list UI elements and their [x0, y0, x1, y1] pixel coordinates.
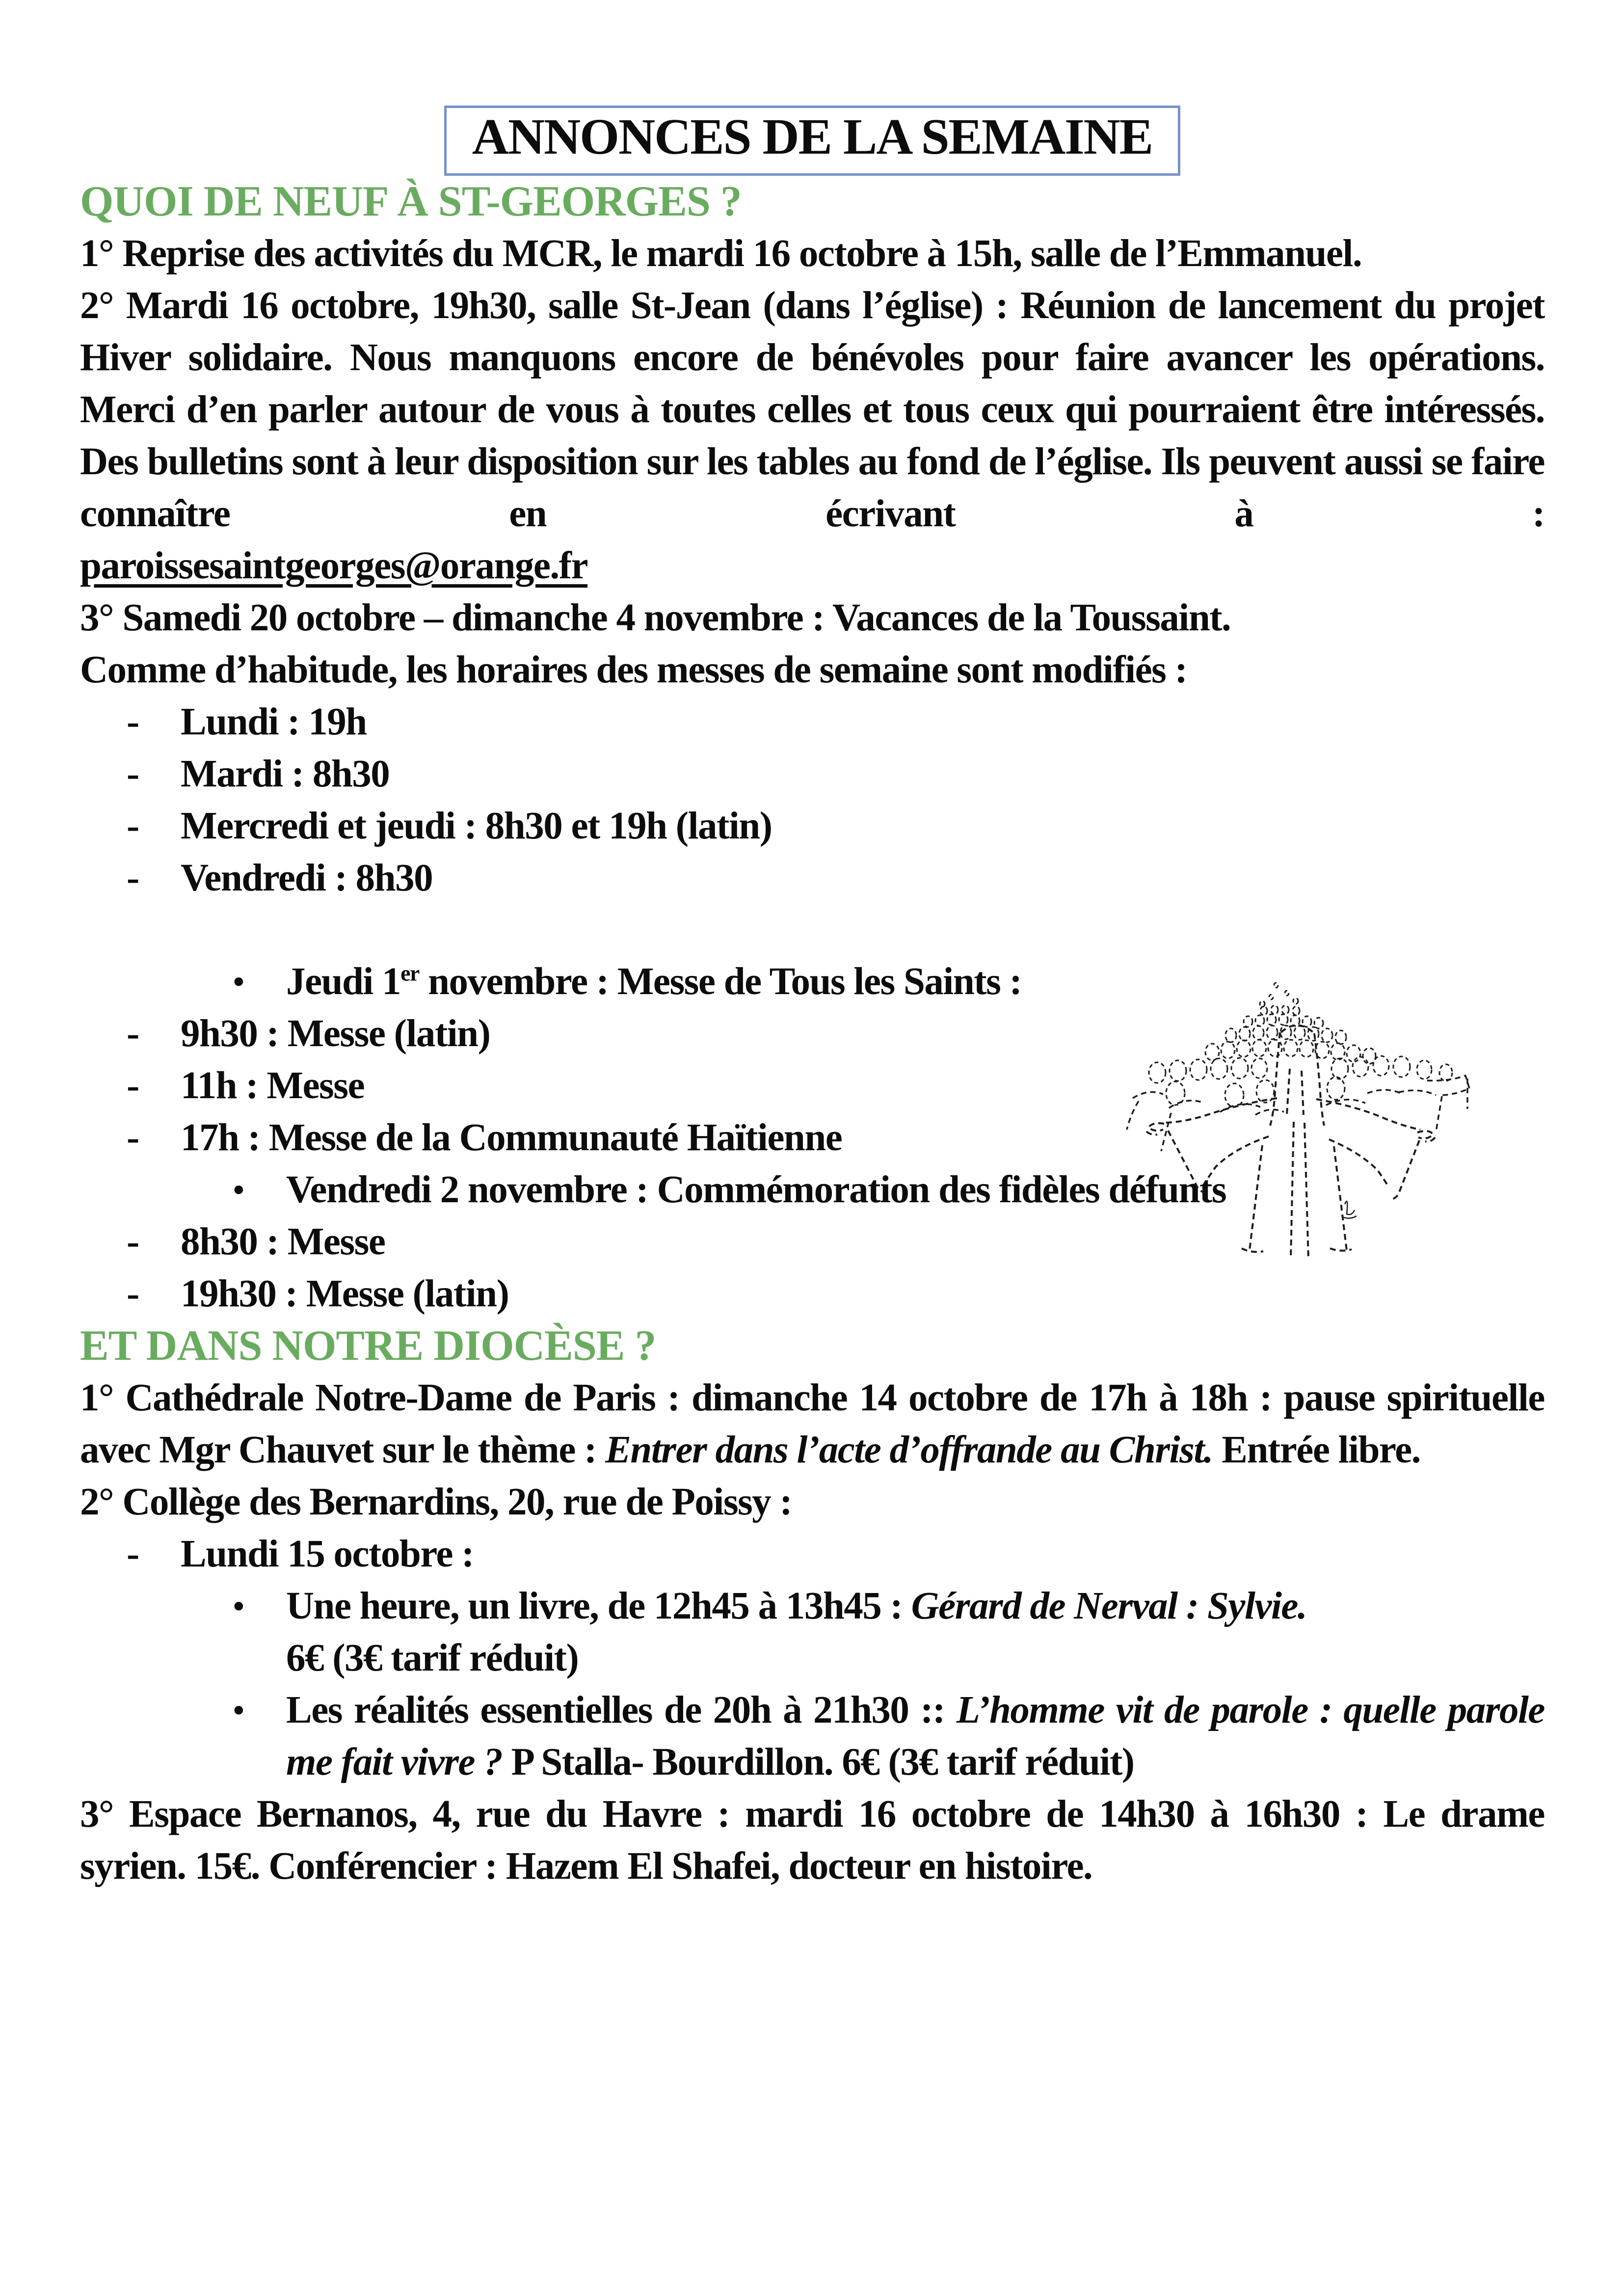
bernardins-event-une-heure — [80, 1580, 1544, 1684]
toussaint-bullet-prefix: Jeudi 1 — [286, 960, 401, 1003]
dash-marker: - — [127, 1220, 139, 1263]
list-item-19h30 — [80, 1268, 1544, 1320]
section-heading-diocese: ET DANS NOTRE DIOCÈSE ? — [80, 1322, 656, 1370]
realites-text: Les réalités essentielles de 20h à 21h30 :: — [286, 1689, 957, 1731]
list-item-text: 11h : Messe — [181, 1064, 365, 1107]
bullet-marker: • — [233, 1172, 244, 1208]
list-item-text: Lundi : 19h — [181, 701, 367, 743]
defunts-bullet-text: Vendredi 2 novembre : Commémoration des fidèles défunts — [286, 1168, 1226, 1211]
event-text — [286, 1580, 1544, 1684]
list-item-text: 8h30 : Messe — [181, 1220, 385, 1263]
announcement-bernanos: 3° Espace Bernanos, 4, rue du Havre : mardi 16 octobre de 14h30 à 16h30 : Le drame syrien. 15€. Conférencier : Hazem El Shafei, docteur en histoire. — [80, 1793, 1544, 1888]
dash-marker: - — [127, 1116, 139, 1159]
bernardins-event-realites — [80, 1684, 1544, 1788]
announcement-bernardins: 2° Collège des Bernardins, 20, rue de Poissy : — [80, 1481, 792, 1523]
ordinal-superscript: er — [400, 960, 419, 986]
announcement-cathedrale — [80, 1372, 1544, 1476]
list-item-text: Mercredi et jeudi : 8h30 et 19h (latin) — [181, 805, 772, 847]
dash-marker: - — [127, 857, 139, 899]
event-text — [286, 1684, 1544, 1788]
list-item-mercredi-jeudi — [80, 800, 1544, 852]
list-item-text: 17h : Messe de la Communauté Haïtienne — [181, 1116, 842, 1159]
realites-end: P Stalla- Bourdillon. 6€ (3€ tarif réduit) — [511, 1741, 1134, 1783]
cathedrale-theme-italic: Entrer dans l’acte d’offrande au Christ. — [605, 1429, 1213, 1471]
weekday-mass-times-list — [80, 696, 1544, 904]
list-item-text: Mardi : 8h30 — [181, 753, 390, 795]
dash-marker: - — [127, 1533, 139, 1575]
artist-signature — [1343, 1201, 1357, 1218]
title-box — [444, 106, 1180, 176]
toussaint-line2: Comme d’habitude, les horaires des messes de semaine sont modifiés : — [80, 648, 1187, 691]
cathedrale-text: 1° Cathédrale Notre-Dame de Paris : dimanche 14 octobre de 17h à 18h : pause spirituelle avec Mgr Chauvet sur le thème : — [80, 1377, 1544, 1471]
list-item-text: Vendredi : 8h30 — [181, 857, 433, 899]
dash-marker: - — [127, 753, 139, 795]
list-item-text: 19h30 : Messe (latin) — [181, 1272, 509, 1315]
dash-marker: - — [127, 1064, 139, 1107]
toussaint-bullet-suffix: novembre : Messe de Tous les Saints : — [419, 960, 1022, 1003]
announcement-hiver-solidaire — [80, 280, 1544, 592]
list-item-lundi-15-octobre — [80, 1528, 1544, 1580]
une-heure-text: Une heure, un livre, de 12h45 à 13h45 : — [286, 1585, 911, 1627]
dash-marker: - — [127, 805, 139, 847]
dash-marker: - — [127, 701, 139, 743]
page-title: ANNONCES DE LA SEMAINE — [472, 108, 1153, 165]
christ-and-crowd-illustration — [1124, 974, 1472, 1269]
list-item-text: 9h30 : Messe (latin) — [181, 1012, 490, 1055]
une-heure-price: 6€ (3€ tarif réduit) — [286, 1637, 579, 1679]
hiver-solidaire-text: 2° Mardi 16 octobre, 19h30, salle St-Jean (dans l’église) : Réunion de lancement du projet Hiver solidaire. Nous manquons encore de bénévoles pour faire avancer les opérations. Merci d’en parler autour de vous à toutes celles et tous ceux qui pourraient être intéressés. Des bulletins sont à leur disposition sur les tables au fond de l’église. Ils peuvent aussi se faire connaître en écrivant à : — [80, 284, 1544, 535]
announcement-toussaint — [80, 592, 1544, 696]
section-heading-st-georges: QUOI DE NEUF À ST-GEORGES ? — [80, 178, 742, 225]
bullet-marker: • — [233, 1589, 244, 1624]
email-link[interactable]: paroissesaintgeorges@orange.fr — [80, 544, 588, 587]
christ-figure — [1146, 1025, 1435, 1259]
list-item-lundi — [80, 696, 1544, 748]
list-item-mardi — [80, 748, 1544, 800]
bullet-marker: • — [233, 964, 244, 999]
dash-marker: - — [127, 1012, 139, 1055]
toussaint-line1: 3° Samedi 20 octobre – dimanche 4 novembre : Vacances de la Toussaint. — [80, 596, 1231, 639]
list-item-vendredi — [80, 852, 1544, 904]
cathedrale-end: Entrée libre. — [1213, 1429, 1420, 1471]
realites-theme-italic: L’homme vit de parole : quelle parole me fait vivre ? — [286, 1689, 1544, 1783]
bullet-marker: • — [233, 1693, 244, 1728]
une-heure-book-italic: Gérard de Nerval : Sylvie. — [911, 1585, 1307, 1627]
dash-marker: - — [127, 1272, 139, 1315]
crowd-heads — [1149, 983, 1452, 1107]
list-item-text: Lundi 15 octobre : — [181, 1533, 474, 1575]
announcement-mcr: 1° Reprise des activités du MCR, le mardi 16 octobre à 15h, salle de l’Emmanuel. — [80, 232, 1362, 275]
crowd-shoulders — [1127, 1076, 1469, 1151]
